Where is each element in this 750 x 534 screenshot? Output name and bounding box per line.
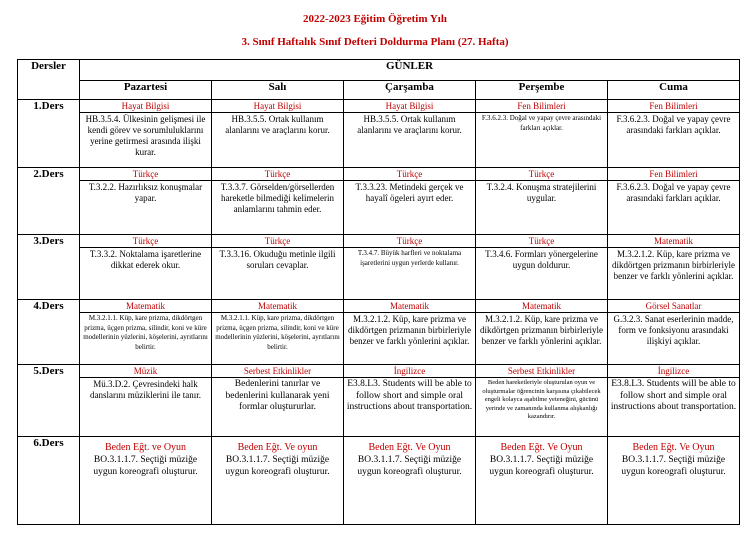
lesson-row	[18, 100, 740, 168]
cell-objective: F.3.6.2.3. Doğal ve yapay çevre arasındaki farkları açıklar.	[616, 182, 731, 203]
cell-objective: M.3.2.1.2. Küp, kare prizma ve dikdörtgen prizmanın birbirleriyle benzer ve farklı yönlerini açıklar.	[480, 314, 603, 346]
cell-subject: Matematik	[80, 300, 211, 313]
plan-cell	[476, 235, 608, 300]
cell-subject: Matematik	[212, 300, 343, 313]
cell-objective: F.3.6.2.3. Doğal ve yapay çevre arasındaki farkları açıklar.	[616, 114, 731, 135]
lesson-label: 5.Ders	[18, 365, 80, 437]
plan-cell	[80, 437, 212, 525]
cell-objective: T.3.2.2. Hazırlıksız konuşmalar yapar.	[88, 182, 203, 203]
cell-subject: Hayat Bilgisi	[212, 100, 343, 113]
plan-cell	[344, 365, 476, 437]
cell-subject: Beden Eğt. ve Oyun	[104, 442, 187, 453]
document-header	[0, 12, 750, 49]
cell-subject: Görsel Sanatlar	[608, 300, 739, 313]
cell-objective: T.3.3.23. Metindeki gerçek ve hayalî ögeleri ayırt eder.	[355, 182, 464, 203]
cell-objective: T.3.4.7. Büyük harfleri ve noktalama işaretlerini uygun yerlerde kullanır.	[357, 249, 462, 267]
day-header: Perşembe	[476, 81, 608, 100]
cell-objective: Beden hareketleriyle oluşturulan oyun ve oluşturmalar öğrencinin karşısına çıkabilecek engeli kolayca aşabilme yeteneğini, gücünü yerinde ve zamanında kullanma alışkanlığı kazandırır.	[482, 379, 601, 420]
cell-objective: BO.3.1.1.7. Seçtiği müziğe uygun koreografi oluşturur.	[489, 455, 594, 477]
cell-subject: Beden Eğt. Ve oyun	[237, 442, 318, 453]
lesson-row	[18, 300, 740, 365]
plan-cell	[476, 100, 608, 168]
cell-subject: Türkçe	[476, 235, 607, 248]
plan-cell	[212, 100, 344, 168]
plan-cell	[80, 365, 212, 437]
gunler-header: GÜNLER	[80, 60, 740, 81]
cell-objective: M.3.2.1.1. Küp, kare prizma, dikdörtgen prizma, üçgen prizma, silindir, koni ve küre modellerinin yüzlerini, köşelerini, ayrıtlarını belirtir.	[215, 314, 340, 351]
cell-objective: T.3.2.4. Konuşma stratejilerini uygular.	[486, 182, 597, 203]
cell-objective: T.3.3.7. Görselden/görsellerden hareketle bilmediği kelimelerin anlamlarını tahmin eder.	[220, 182, 335, 214]
cell-objective: T.3.3.2. Noktalama işaretlerine dikkat ederek okur.	[89, 249, 202, 270]
cell-subject: Fen Bilimleri	[608, 168, 739, 181]
plan-cell	[80, 235, 212, 300]
cell-objective: BO.3.1.1.7. Seçtiği müziğe uygun koreografi oluşturur.	[357, 455, 462, 477]
lesson-label: 1.Ders	[18, 100, 80, 168]
plan-cell	[344, 168, 476, 235]
plan-cell	[344, 235, 476, 300]
plan-cell	[212, 300, 344, 365]
cell-objective: F.3.6.2.3. Doğal ve yapay çevre arasındaki farkları açıklar.	[481, 114, 602, 132]
cell-subject: Türkçe	[476, 168, 607, 181]
weekly-plan-table	[17, 59, 740, 525]
cell-subject: Türkçe	[344, 235, 475, 248]
cell-objective: T.3.3.16. Okuduğu metinle ilgili soruları cevaplar.	[219, 249, 336, 270]
cell-subject: Türkçe	[212, 235, 343, 248]
cell-subject: Türkçe	[344, 168, 475, 181]
plan-cell	[344, 437, 476, 525]
plan-cell	[80, 100, 212, 168]
lesson-row	[18, 235, 740, 300]
day-header: Çarşamba	[344, 81, 476, 100]
cell-subject: İngilizce	[344, 365, 475, 378]
cell-objective: T.3.4.6. Formları yönergelerine uygun doldurur.	[485, 249, 598, 270]
cell-subject: Beden Eğt. Ve Oyun	[368, 442, 451, 453]
cell-subject: Hayat Bilgisi	[80, 100, 211, 113]
cell-subject: Matematik	[344, 300, 475, 313]
cell-objective: M.3.2.1.2. Küp, kare prizma ve dikdörtgen prizmanın birbirleriyle benzer ve farklı yönlerini açıklar.	[612, 249, 735, 281]
lesson-label: 2.Ders	[18, 168, 80, 235]
cell-subject: Serbest Etkinlikler	[212, 365, 343, 378]
cell-objective: M.3.2.1.1. Küp, kare prizma, dikdörtgen prizma, üçgen prizma, silindir, koni ve küre modellerinin yüzlerini, köşelerini, ayrıtlarını belirtir.	[83, 314, 208, 351]
cell-objective: BO.3.1.1.7. Seçtiği müziğe uygun koreografi oluşturur.	[621, 455, 726, 477]
cell-subject: Müzik	[80, 365, 211, 378]
plan-cell	[212, 168, 344, 235]
plan-cell	[212, 365, 344, 437]
lesson-row	[18, 365, 740, 437]
plan-cell	[476, 437, 608, 525]
cell-objective: HB.3.5.5. Ortak kullanım alanlarını ve araçlarını korur.	[357, 114, 462, 135]
lesson-label: 6.Ders	[18, 437, 80, 525]
dersler-header: Dersler	[18, 60, 80, 100]
cell-objective: Bedenlerini tanırlar ve bedenlerini kullanarak yeni formlar oluştururlar.	[225, 379, 330, 412]
plan-cell	[608, 365, 740, 437]
academic-year-title: 2022-2023 Eğitim Öğretim Yılı	[303, 13, 447, 25]
plan-cell	[344, 300, 476, 365]
cell-subject: Matematik	[608, 235, 739, 248]
cell-subject: Fen Bilimleri	[608, 100, 739, 113]
cell-subject: Beden Eğt. Ve Oyun	[632, 442, 715, 453]
plan-cell	[212, 235, 344, 300]
cell-objective: E3.8.L3. Students will be able to follow short and simple oral instructions about transportation.	[346, 379, 473, 412]
cell-subject: Serbest Etkinlikler	[476, 365, 607, 378]
day-header: Pazartesi	[80, 81, 212, 100]
cell-objective: G.3.2.3. Sanat eserlerinin madde, form ve fonksiyonu arasındaki ilişkiyi açıklar.	[613, 314, 734, 346]
day-header: Cuma	[608, 81, 740, 100]
lesson-row	[18, 168, 740, 235]
lesson-label: 4.Ders	[18, 300, 80, 365]
cell-objective: Mü.3.D.2. Çevresindeki halk danslarını müziklerini ile tanır.	[90, 379, 201, 400]
plan-cell	[476, 365, 608, 437]
plan-cell	[476, 168, 608, 235]
plan-cell	[608, 300, 740, 365]
cell-subject: Türkçe	[80, 235, 211, 248]
cell-objective: M.3.2.1.2. Küp, kare prizma ve dikdörtgen prizmanın birbirleriyle benzer ve farklı yönlerini açıklar.	[348, 314, 471, 346]
plan-cell	[80, 300, 212, 365]
cell-subject: Türkçe	[212, 168, 343, 181]
cell-objective: BO.3.1.1.7. Seçtiği müziğe uygun koreografi oluşturur.	[93, 455, 198, 477]
lesson-row	[18, 437, 740, 525]
cell-subject: Fen Bilimleri	[476, 100, 607, 113]
plan-cell	[608, 168, 740, 235]
lesson-label: 3.Ders	[18, 235, 80, 300]
cell-subject: Beden Eğt. Ve Oyun	[500, 442, 583, 453]
plan-cell	[608, 100, 740, 168]
cell-subject: Matematik	[476, 300, 607, 313]
cell-objective: HB.3.5.5. Ortak kullanım alanlarını ve araçlarını korur.	[225, 114, 330, 135]
plan-title: 3. Sınıf Haftalık Sınıf Defteri Doldurma Planı (27. Hafta)	[241, 36, 509, 48]
plan-cell	[476, 300, 608, 365]
cell-subject: Hayat Bilgisi	[344, 100, 475, 113]
plan-cell	[212, 437, 344, 525]
cell-objective: HB.3.5.4. Ülkesinin gelişmesi ile kendi görev ve sorumluluklarını yerine getirmesi arasında ilişki kurar.	[85, 114, 206, 157]
cell-subject: Türkçe	[80, 168, 211, 181]
plan-cell	[344, 100, 476, 168]
plan-cell	[608, 437, 740, 525]
cell-objective: E3.8.L3. Students will be able to follow short and simple oral instructions about transportation.	[610, 379, 737, 412]
plan-cell	[80, 168, 212, 235]
plan-cell	[608, 235, 740, 300]
day-header: Salı	[212, 81, 344, 100]
cell-objective: BO.3.1.1.7. Seçtiği müziğe uygun koreografi oluşturur.	[225, 455, 330, 477]
cell-subject: İngilizce	[608, 365, 739, 378]
